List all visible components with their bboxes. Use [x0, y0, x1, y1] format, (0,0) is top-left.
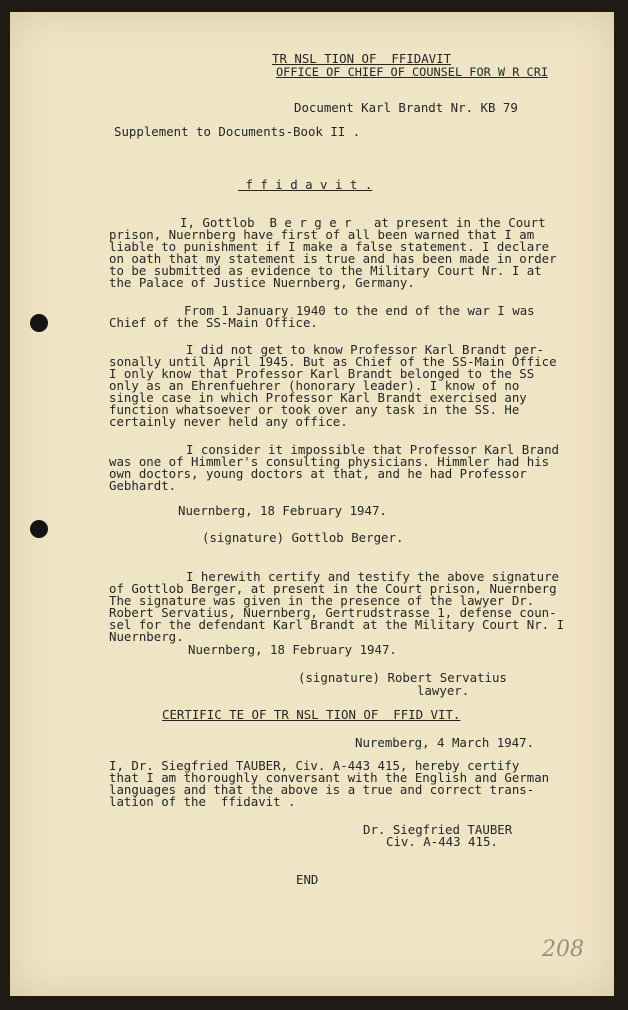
document-reference: Document Karl Brandt Nr. KB 79 — [294, 100, 518, 115]
signature-berger: (signature) Gottlob Berger. — [202, 530, 404, 545]
translator-name: Dr. Siegfried TAUBER — [363, 822, 513, 837]
header-line-1: TR NSL TION OF FFIDAVIT — [272, 51, 452, 66]
document-title: f f i d a v i t . — [238, 177, 373, 192]
signature-servatius: (signature) Robert Servatius — [298, 670, 507, 685]
punch-hole — [30, 314, 48, 332]
place-date-2: Nuernberg, 18 February 1947. — [188, 642, 397, 657]
supplement-line: Supplement to Documents-Book II . — [114, 124, 361, 139]
punch-hole — [30, 520, 48, 538]
certificate-title: CERTIFIC TE OF TR NSL TION OF FFID VIT. — [162, 707, 461, 722]
handwritten-page-number: 208 — [542, 937, 584, 962]
document-page: TR NSL TION OF FFIDAVIT OFFICE OF CHIEF OF COUNSEL FOR W R CRI Document Karl Brandt Nr. KB 79 Supplement to Documents-Book II . f f i d a v i t . I, Gottlob B e r g e r at present in the Court prison, Nuernberg have first of all been warned that I am liable to punishment if I make a false statement. I declare on oath that my statement is true and has been made in order to be submitted as evidence to the Military Court Nr. I at the Palace of Justice Nuernberg, Germany. From 1 January 1940 to the end of the war I was Chief of the SS-Main Office. I did not get to know Professor Karl Brandt per- sonally until April 1945. But as Chief of the SS-Main Office I only know that Professor Karl Brandt belonged to the SS only as an Ehrenfuehrer (honorary leader). I know of no single case in which Professor Karl Brandt exercised any function whatsoever or took over any task in the SS. He certainly never held any office. I consider it impossible that Professor Karl Brand was one of Himmler's consulting physicians. Himmler had his own doctors, young doctors at that, and he had Professor Gebhardt. Nuernberg, 18 February 1947. (signature) Gottlob Berger. I herewith certify and testify the above signature of Gottlob Berger, at present in the Court prison, Nuernberg The signature was given in the presence of the lawyer Dr. Robert Servatius, Nuernberg, Gertrudstrasse 1, defense coun- sel for the defendant Karl Brandt at the Military Court Nr. I Nuernberg. Nuernberg, 18 February 1947. (signature) Robert Servatius lawyer. CERTIFIC TE OF TR NSL TION OF FFID VIT. Nuremberg, 4 March 1947. I, Dr. Siegfried TAUBER, Civ. A-443 415, hereby certify that I am thoroughly conversant with the English and German languages and that the above is a true and correct trans- lation of the ffidavit . Dr. Siegfried TAUBER Civ. A-443 415. END 208 — [10, 12, 614, 996]
place-date-3: Nuremberg, 4 March 1947. — [355, 735, 535, 750]
signature-servatius-title: lawyer. — [417, 683, 470, 698]
place-date-1: Nuernberg, 18 February 1947. — [178, 503, 387, 518]
header-line-2: OFFICE OF CHIEF OF COUNSEL FOR W R CRI — [276, 65, 549, 79]
translator-id: Civ. A-443 415. — [386, 834, 498, 849]
end-marker: END — [296, 872, 319, 887]
